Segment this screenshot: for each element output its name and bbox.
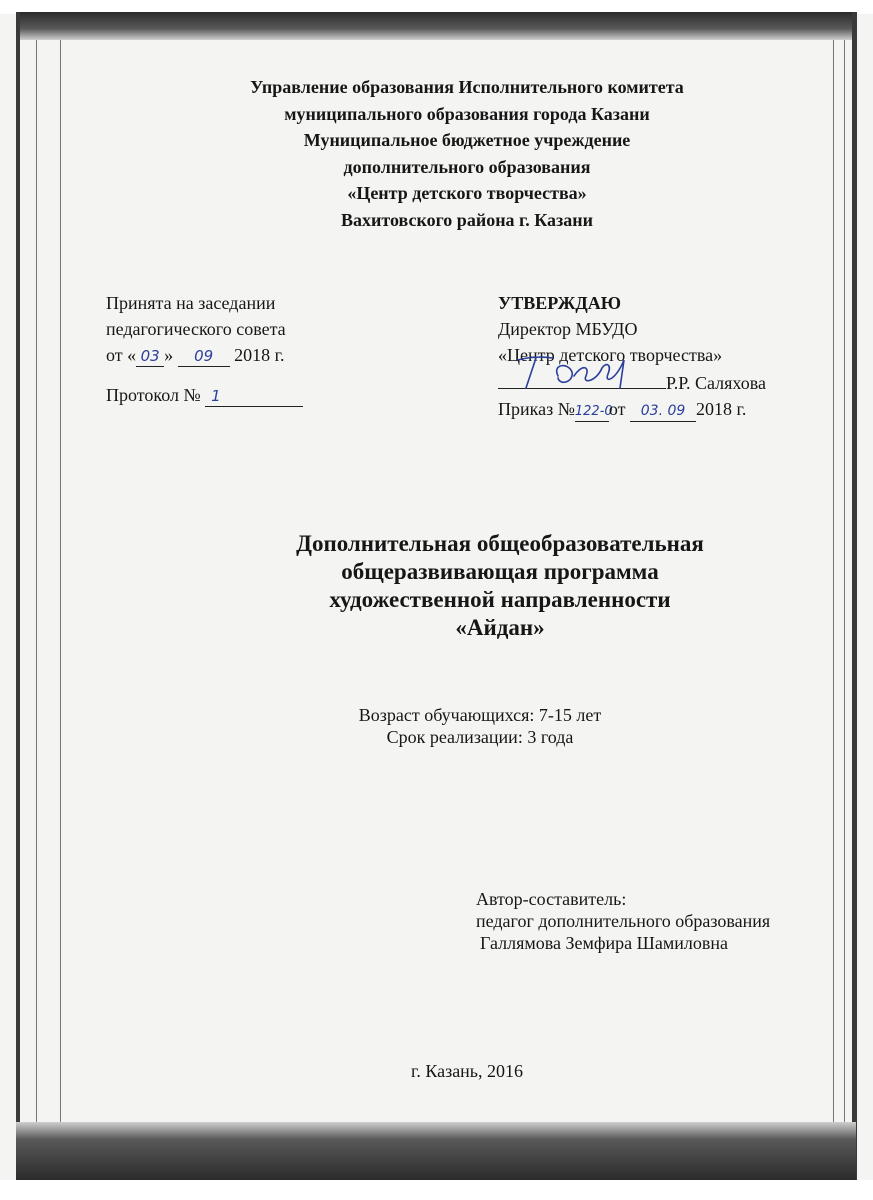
author-block xyxy=(476,888,836,954)
signature xyxy=(498,368,666,389)
approval-organization: «Центр детского творчества» xyxy=(498,345,723,365)
approval-position: Директор МБУДО xyxy=(498,319,638,339)
title-line: Дополнительная общеобразовательная xyxy=(296,531,704,556)
title-line: общеразвивающая программа xyxy=(341,559,659,584)
scan-border-top xyxy=(16,12,856,40)
author-name: Галлямова Земфира Шамиловна xyxy=(480,933,728,953)
author-position: педагог дополнительного образования xyxy=(476,911,771,931)
adoption-line-1: Принята на заседании xyxy=(106,293,276,313)
title-line: «Айдан» xyxy=(455,615,545,640)
program-title xyxy=(120,530,873,642)
approval-heading: УТВЕРЖДАЮ xyxy=(498,293,622,313)
title-line: художественной направленности xyxy=(329,587,671,612)
implementation-period: Срок реализации: 3 года xyxy=(386,727,574,747)
order-year: 2018 г. xyxy=(696,399,747,419)
header-line: Вахитовского района г. Казани xyxy=(340,209,593,230)
director-name: Р.Р. Саляхова xyxy=(666,373,767,393)
program-info xyxy=(160,704,800,748)
author-label: Автор-составитель: xyxy=(476,889,627,909)
protocol-number: 1 xyxy=(205,387,303,407)
adoption-year: 2018 г. xyxy=(234,345,285,365)
scan-margin-bottom xyxy=(0,1180,873,1200)
header-line: муниципального образования города Казани xyxy=(284,103,650,124)
header-line: Управление образования Исполнительного комитета xyxy=(250,77,684,97)
approval-block xyxy=(498,290,828,422)
adoption-line-2: педагогического совета xyxy=(106,319,286,339)
header-line: дополнительного образования xyxy=(343,156,591,177)
order-date: 03. 09 xyxy=(630,402,696,422)
signature-line xyxy=(498,368,828,396)
header-line: Муниципальное бюджетное учреждение xyxy=(303,130,631,150)
frame-line-left-outer xyxy=(36,40,37,1122)
adoption-block xyxy=(106,290,426,408)
order-label: Приказ № xyxy=(498,399,575,419)
date-mid: » xyxy=(164,345,174,365)
age-range: Возраст обучающихся: 7-15 лет xyxy=(358,705,602,725)
header-line: «Центр детского творчества» xyxy=(347,183,587,203)
order-from: от xyxy=(608,399,626,419)
scan-edge-left xyxy=(16,12,20,1180)
adoption-month: 09 xyxy=(178,347,230,367)
signature-scribble-icon xyxy=(512,354,652,394)
scan-border-bottom xyxy=(16,1122,856,1180)
adoption-date xyxy=(106,342,426,368)
order-number: 122-0 xyxy=(575,402,609,422)
institution-header xyxy=(60,74,873,233)
date-prefix: от « xyxy=(106,345,137,365)
protocol-line xyxy=(106,382,426,408)
adoption-day: 03 xyxy=(136,347,164,367)
protocol-label: Протокол № xyxy=(106,385,201,405)
order-line xyxy=(498,396,828,422)
place-year: г. Казань, 2016 xyxy=(410,1061,524,1081)
